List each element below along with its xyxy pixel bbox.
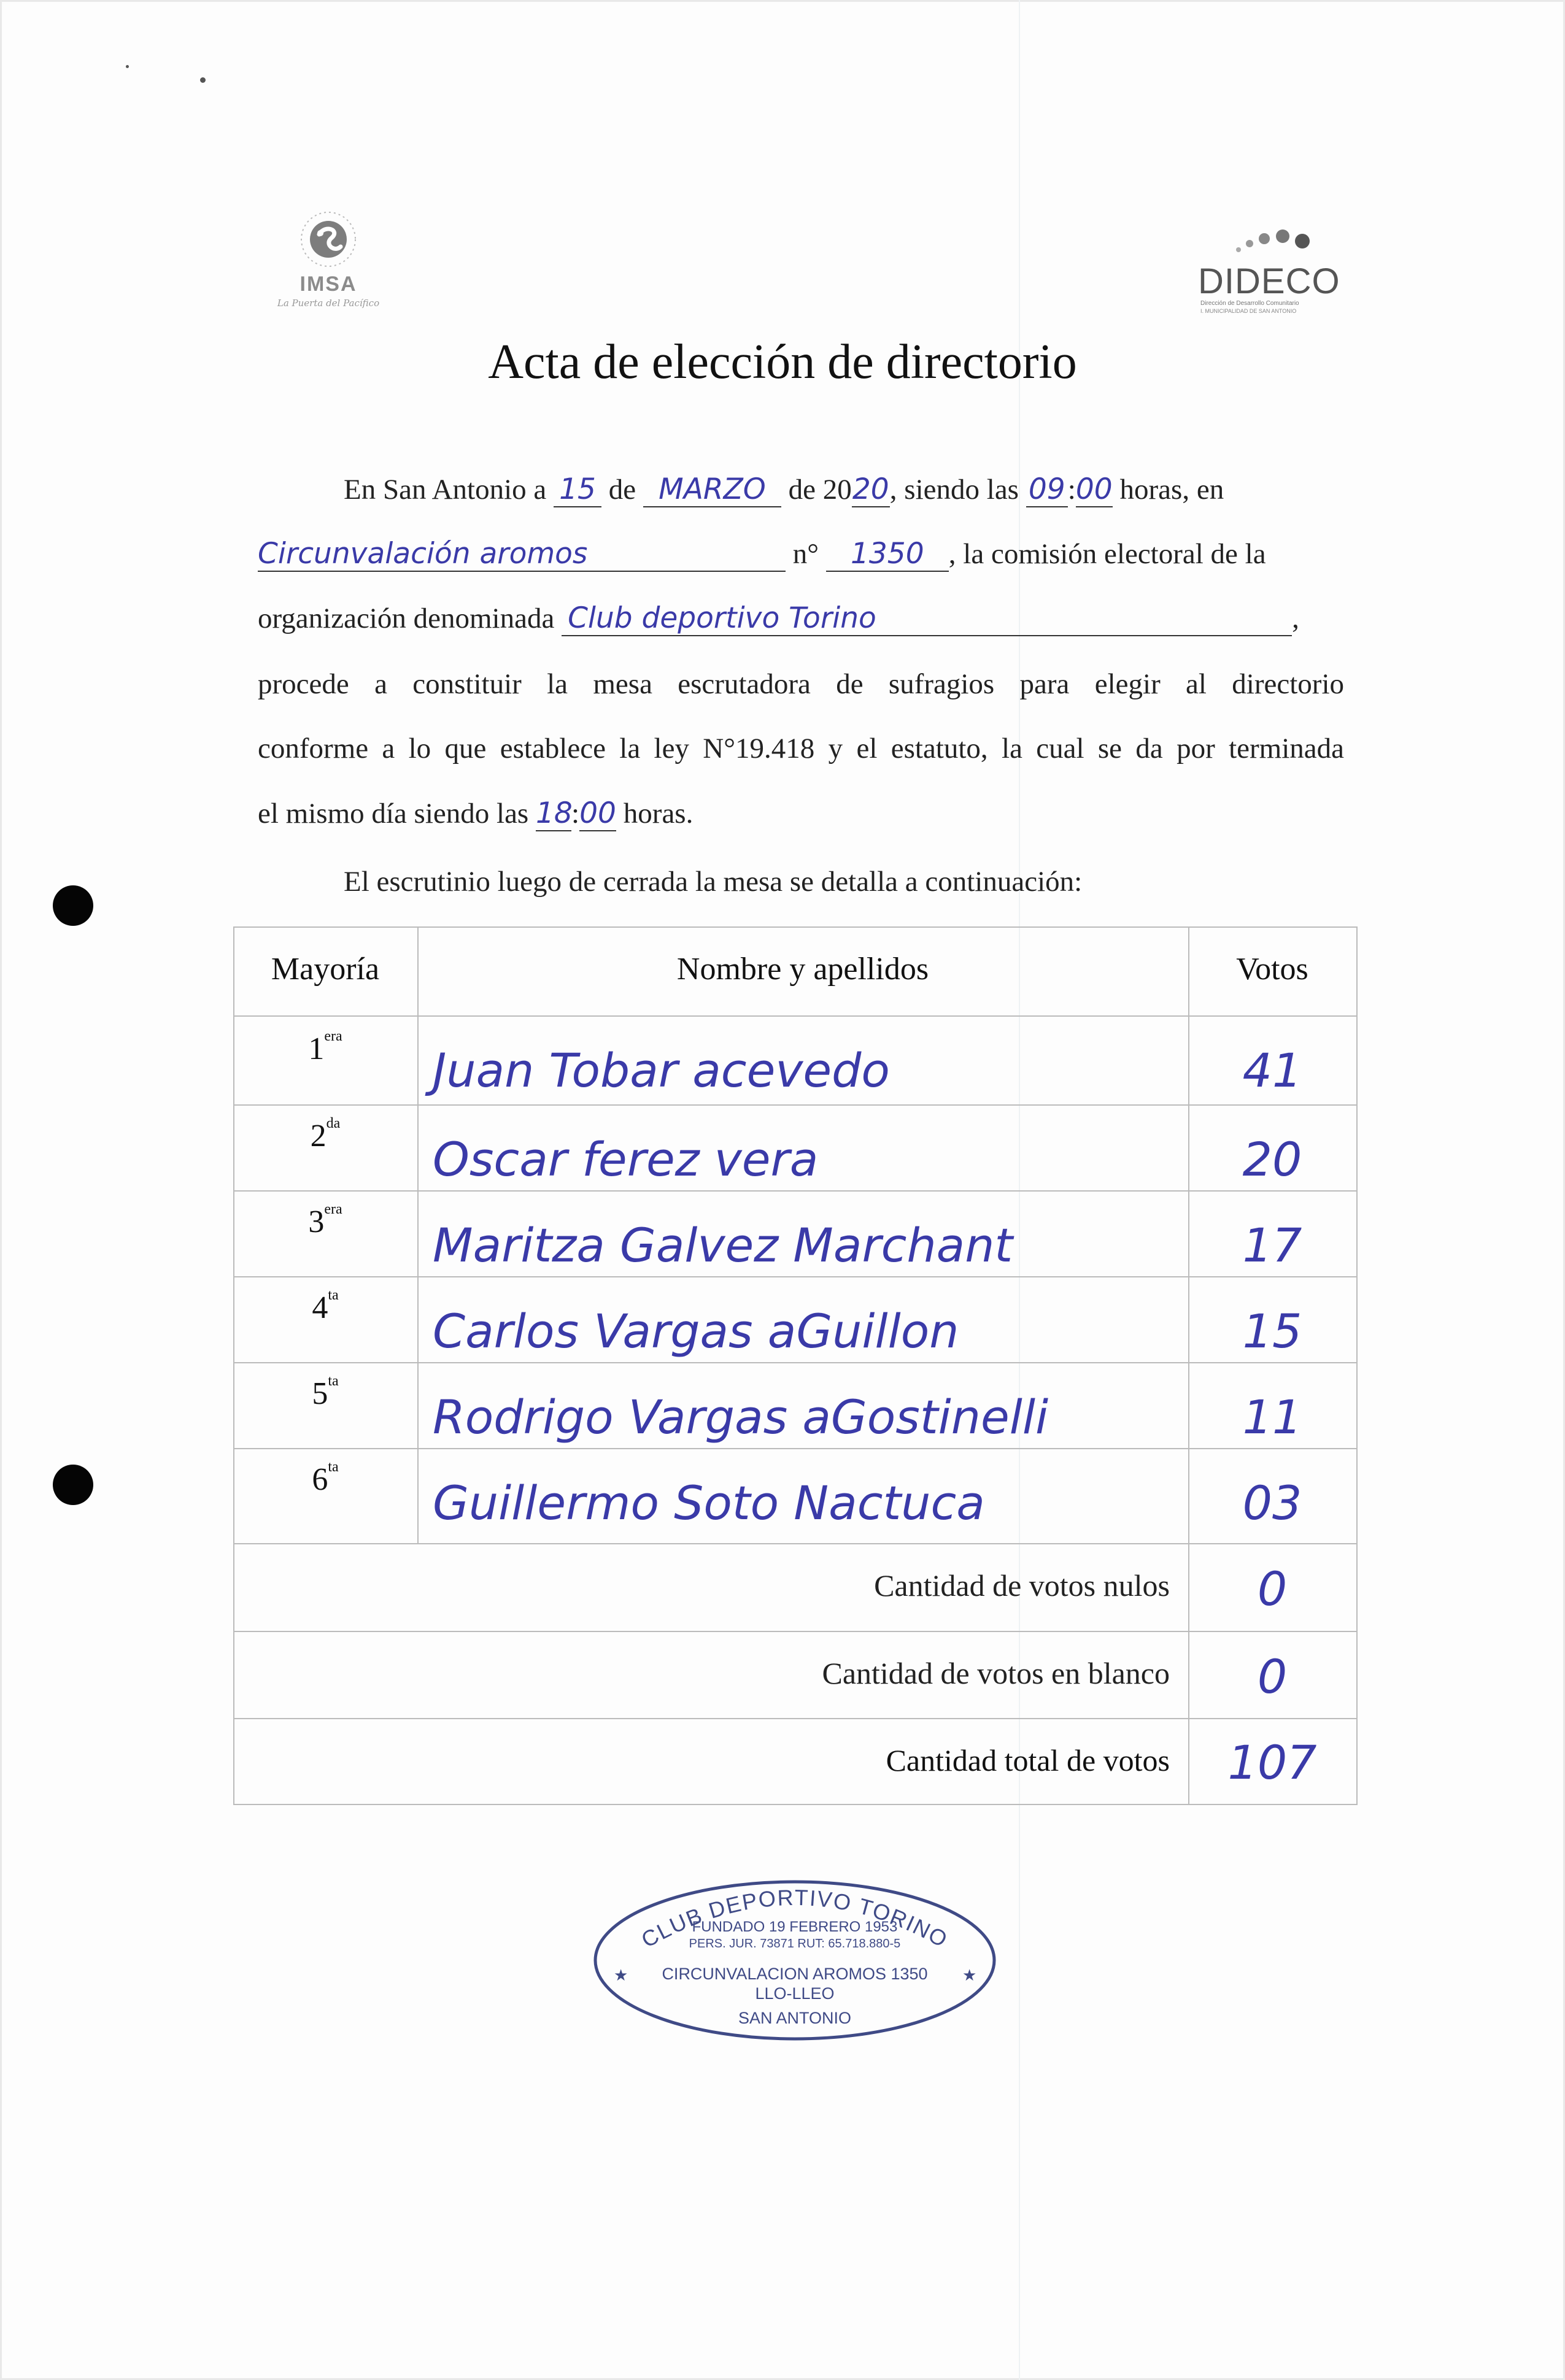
end-minute-field[interactable]: 00	[579, 796, 616, 830]
punch-hole-bottom	[53, 1465, 93, 1505]
day-field[interactable]: 15	[554, 472, 601, 507]
dideco-municipality: I. MUNICIPALIDAD DE SAN ANTONIO	[1200, 308, 1297, 314]
imsa-tagline: La Puerta del Pacífico	[277, 298, 380, 309]
paragraph-line-5: conforme a lo que establece la ley N°19.418 y el estatuto, la cual se da por terminada	[258, 733, 1344, 764]
header-votes: Votos	[1236, 952, 1308, 987]
candidate-votes-3: 17	[1242, 1218, 1302, 1273]
blank-votes-label: Cantidad de votos en blanco	[822, 1656, 1170, 1690]
candidate-votes-6: 03	[1242, 1476, 1302, 1530]
candidate-name-5: Rodrigo Vargas aGostinelli	[433, 1390, 1049, 1444]
paragraph-line-2	[258, 537, 1344, 580]
street-field[interactable]: Circunvalación aromos	[258, 537, 786, 572]
candidate-votes-2: 20	[1242, 1132, 1302, 1187]
stamp-club-name: CLUB DEPORTIVO TORINO	[636, 1884, 953, 1953]
candidate-name-3: Maritza Galvez Marchant	[433, 1218, 1013, 1273]
text: el mismo día siendo las	[258, 798, 529, 830]
header-name: Nombre y apellidos	[676, 952, 929, 987]
page-title: Acta de elección de directorio	[488, 335, 1077, 389]
scan-speck	[200, 77, 206, 83]
total-votes-value: 107	[1227, 1735, 1317, 1790]
text: organización denominada	[258, 603, 555, 634]
candidate-name-6: Guillermo Soto Nactuca	[433, 1476, 985, 1530]
street-number-field[interactable]: 1350	[826, 537, 949, 572]
paragraph-line-7: El escrutinio luego de cerrada la mesa se detalla a continuación:	[344, 866, 1083, 898]
end-hour-field[interactable]: 18	[535, 796, 573, 830]
text: de 20	[788, 474, 852, 506]
dideco-dots-icon	[1226, 224, 1331, 261]
stamp-founded: FUNDADO 19 FEBRERO 1953	[692, 1919, 898, 1935]
imsa-emblem-icon	[282, 196, 374, 276]
dideco-logo	[1189, 224, 1349, 328]
candidate-name-4: Carlos Vargas aGuillon	[433, 1304, 959, 1358]
imsa-logo	[252, 196, 405, 331]
dideco-subtitle: Dirección de Desarrollo Comunitario	[1200, 300, 1299, 307]
text: ,	[1292, 603, 1299, 634]
results-table	[233, 926, 1358, 1805]
text: :	[571, 798, 580, 830]
stamp-locality: LLO-LLEO	[755, 1984, 835, 2003]
scan-speck	[126, 65, 129, 68]
candidate-name-1: Juan Tobar acevedo	[433, 1043, 890, 1098]
text: :	[1067, 474, 1076, 506]
rank-5: $5^{ta}$	[312, 1373, 339, 1411]
candidate-votes-5: 11	[1242, 1390, 1302, 1444]
start-minute-field[interactable]: 00	[1075, 472, 1113, 506]
year-field[interactable]: 20	[852, 472, 889, 506]
text: , siendo las	[889, 474, 1019, 506]
null-votes-label: Cantidad de votos nulos	[874, 1568, 1170, 1603]
header-rank: Mayoría	[271, 952, 380, 987]
paragraph-line-6	[258, 796, 1344, 839]
rank-6: $6^{ta}$	[312, 1459, 339, 1497]
candidate-votes-1: 41	[1242, 1043, 1302, 1098]
month-field[interactable]: MARZO	[643, 472, 781, 507]
stamp-legal: PERS. JUR. 73871 RUT: 65.718.880-5	[689, 1937, 901, 1951]
imsa-name: IMSA	[299, 272, 357, 296]
club-stamp	[589, 1877, 1000, 2043]
text: n°	[792, 538, 819, 570]
dideco-name: DIDECO	[1198, 261, 1340, 301]
text: horas.	[623, 798, 694, 830]
text: de	[608, 474, 636, 506]
organization-field[interactable]: Club deportivo Torino	[562, 601, 1292, 636]
candidate-votes-4: 15	[1242, 1304, 1302, 1358]
star-icon: ★	[614, 1966, 628, 1985]
text: horas, en	[1119, 474, 1224, 506]
text: En San Antonio a	[344, 474, 547, 506]
star-icon: ★	[962, 1966, 977, 1985]
stamp-address: CIRCUNVALACION AROMOS 1350	[662, 1965, 928, 1983]
stamp-city: SAN ANTONIO	[738, 2009, 852, 2027]
paragraph-line-1	[344, 472, 1344, 515]
rank-1: $1^{era}$	[308, 1028, 342, 1066]
candidate-name-2: Oscar ferez vera	[433, 1132, 819, 1187]
text: , la comisión electoral de la	[948, 538, 1266, 570]
punch-hole-top	[53, 885, 93, 926]
start-hour-field[interactable]: 09	[1026, 472, 1068, 507]
null-votes-value: 0	[1257, 1562, 1288, 1616]
total-votes-label: Cantidad total de votos	[886, 1743, 1170, 1777]
rank-4: $4^{ta}$	[312, 1287, 339, 1325]
paragraph-line-4: procede a constituir la mesa escrutadora de sufragios para elegir al directorio	[258, 668, 1344, 700]
blank-votes-value: 0	[1257, 1649, 1288, 1704]
rank-2: $2^{da}$	[310, 1115, 341, 1153]
rank-3: $3^{era}$	[308, 1201, 342, 1239]
paragraph-line-3	[258, 601, 1344, 644]
